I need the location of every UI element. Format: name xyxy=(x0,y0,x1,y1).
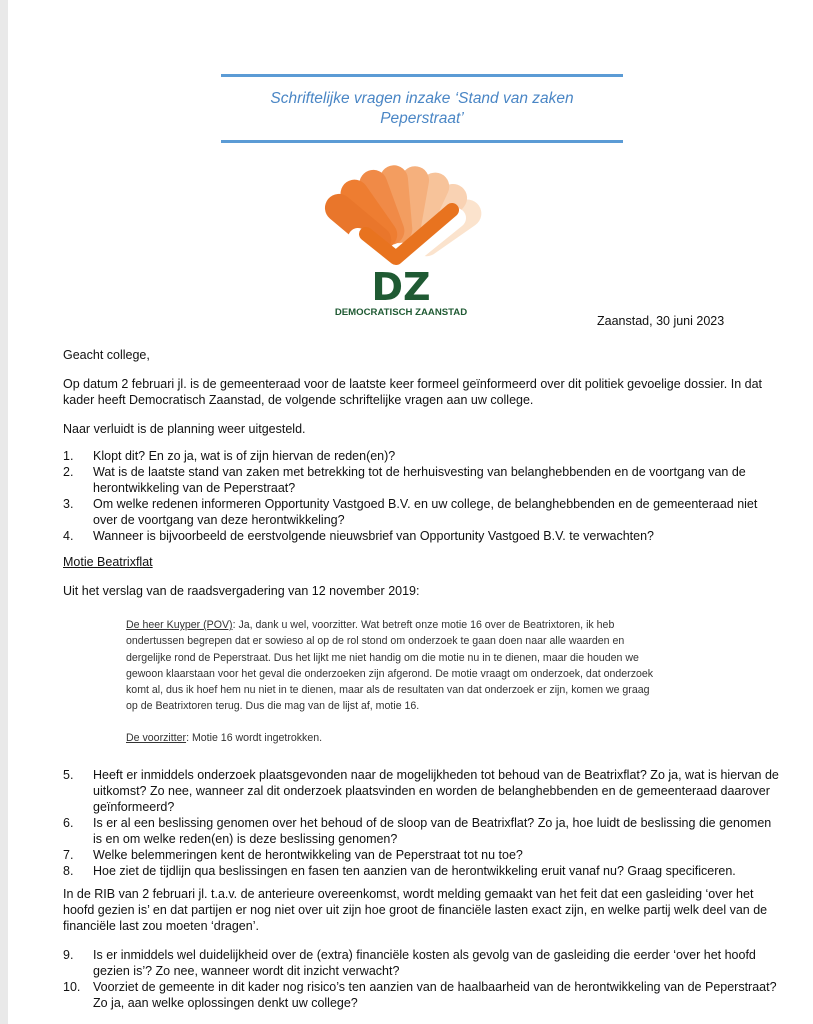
question-text: Is er inmiddels wel duidelijkheid over de (extra) financiële kosten als gevolg van de gasleiding die eerder ‘over het hoofd gezien is’? Zo nee, wanneer wordt dit inzicht verwacht? xyxy=(93,948,756,978)
question-text: Is er al een beslissing genomen over het behoud of de sloop van de Beatrixflat? Zo ja, hoe luidt de beslissing die genomen is en om welke reden(en) is deze beslissing genomen? xyxy=(93,816,772,846)
quote-paragraph-1 xyxy=(126,617,656,715)
title-rule-top xyxy=(221,74,623,77)
list-item xyxy=(63,464,783,496)
question-text: Klopt dit? En zo ja, wat is of zijn hiervan de reden(en)? xyxy=(93,449,396,463)
democratisch-zaanstad-logo xyxy=(306,160,496,320)
question-text: Heeft er inmiddels onderzoek plaatsgevonden naar de mogelijkheden tot behoud van de Beatrixflat? Zo ja, wat is hiervan de uitkomst? Zo nee, wanneer zal dit onderzoek plaatsvinden en worden de belanghebbenden en de gemeenteraad daarover geïnformeerd? xyxy=(93,768,779,814)
title-line-2: Peperstraat’ xyxy=(380,110,464,127)
question-list-3 xyxy=(63,947,783,1011)
meeting-quote xyxy=(126,617,656,746)
logo-fan-icon xyxy=(319,164,487,268)
question-list-1 xyxy=(63,448,783,544)
quote-text-1: : Ja, dank u wel, voorzitter. Wat betreft onze motie 16 over de Beatrixtoren, ik heb ondertussen begrepen dat er sowieso al op de rol stond om onderzoek te gaan doen naar alle waarden en dergelijke rond de Peperstraat. Dus het lijkt me niet handig om die motie nu in te dienen, maar die houden we gewoon klaarstaan voor het geval die onderzoeken zijn afgerond. De motie vraagt om onderzoek, dat onderzoek komt al, dus ik hoef hem nu niet in te dienen, maar als de resultaten van dat onderzoek er zijn, komen we graag op de Beatrixtoren terug. Dus die mag van de lijst af, motie 16. xyxy=(126,619,654,713)
question-number: 9. xyxy=(63,948,74,962)
section-heading: Motie Beatrixflat xyxy=(63,555,153,569)
question-number: 4. xyxy=(63,529,74,543)
intro-paragraph: Op datum 2 februari jl. is de gemeenteraad voor de laatste keer formeel geïnformeerd over dit politiek gevoelige dossier. In dat kader heeft Democratisch Zaanstad, de volgende schriftelijke vragen aan uw college. xyxy=(63,377,762,407)
title-block xyxy=(221,74,623,144)
question-text: Wanneer is bijvoorbeeld de eerstvolgende nieuwsbrief van Opportunity Vastgoed B.V. te verwachten? xyxy=(93,529,654,543)
question-list-2 xyxy=(63,767,783,879)
title-line-1: Schriftelijke vragen inzake ‘Stand van zaken xyxy=(270,90,574,107)
logo-name: DEMOCRATISCH ZAANSTAD xyxy=(334,307,468,318)
question-number: 7. xyxy=(63,848,74,862)
quote-speaker-1: De heer Kuyper (POV) xyxy=(126,619,233,631)
question-text: Wat is de laatste stand van zaken met betrekking tot de herhuisvesting van belanghebbenden en de voortgang van de herontwikkeling van de Peperstraat? xyxy=(93,465,746,495)
logo-wordmark: DZ xyxy=(371,265,431,309)
question-text: Welke belemmeringen kent de herontwikkeling van de Peperstraat tot nu toe? xyxy=(93,848,523,862)
list-item xyxy=(63,528,783,544)
list-item xyxy=(63,815,783,847)
question-text: Voorziet de gemeente in dit kader nog risico’s ten aanzien van de haalbaarheid van de herontwikkeling van de Peperstraat? Zo ja, aan welke oplossingen denkt uw college? xyxy=(93,980,777,1010)
question-number: 3. xyxy=(63,497,74,511)
document-date: Zaanstad, 30 juni 2023 xyxy=(597,314,725,328)
quote-paragraph-2 xyxy=(126,730,656,746)
title-rule-bottom xyxy=(221,140,623,143)
rib-paragraph: In de RIB van 2 februari jl. t.a.v. de anterieure overeenkomst, wordt melding gemaakt van het feit dat een gasleiding ‘over het hoofd gezien is’ en dat partijen er nog niet over uit zijn hoe groot de financiële lasten exact zijn, en welke partij welk deel van de financiële last zou moeten ‘dragen’. xyxy=(63,887,768,933)
quote-speaker-2: De voorzitter xyxy=(126,731,187,744)
list-item xyxy=(63,767,783,815)
verslag-intro: Uit het verslag van de raadsvergadering van 12 november 2019: xyxy=(63,584,420,598)
question-number: 8. xyxy=(63,864,74,878)
question-number: 2. xyxy=(63,465,74,479)
salutation: Geacht college, xyxy=(63,348,150,362)
question-number: 10. xyxy=(63,980,81,994)
question-text: Hoe ziet de tijdlijn qua beslissingen en fasen ten aanzien van de herontwikkeling eruit vanaf nu? Graag specificeren. xyxy=(93,864,736,878)
list-item xyxy=(63,448,783,464)
question-number: 1. xyxy=(63,449,74,463)
list-item xyxy=(63,863,783,879)
document-title xyxy=(221,89,623,129)
planning-statement: Naar verluidt is de planning weer uitgesteld. xyxy=(63,422,306,436)
document-page xyxy=(8,0,813,1024)
list-item xyxy=(63,947,783,979)
quote-text-2: : Motie 16 wordt ingetrokken. xyxy=(186,731,323,744)
list-item xyxy=(63,496,783,528)
question-number: 5. xyxy=(63,768,74,782)
question-text: Om welke redenen informeren Opportunity Vastgoed B.V. en uw college, de belanghebbenden en de gemeenteraad niet over de voortgang van deze herontwikkeling? xyxy=(93,497,758,527)
list-item xyxy=(63,979,783,1011)
question-number: 6. xyxy=(63,816,74,830)
list-item xyxy=(63,847,783,863)
